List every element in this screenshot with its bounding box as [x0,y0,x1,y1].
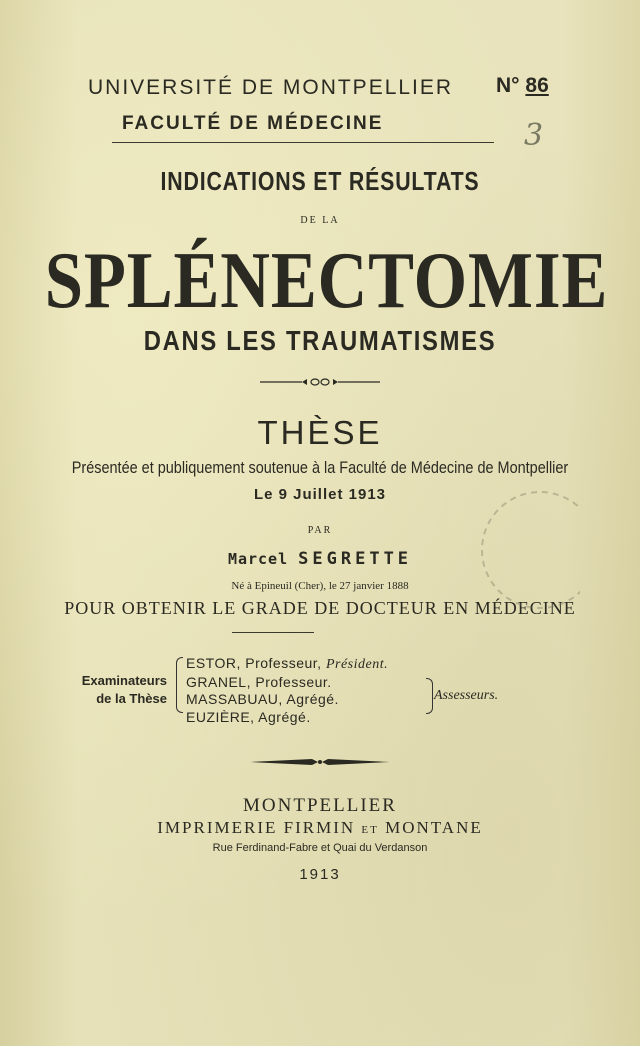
presentation-statement: Présentée et publiquement soutenue à la Faculté de Médecine de Montpellier [71,458,569,477]
assessors-brace [426,678,433,714]
printer-name [0,818,640,838]
assessors-label: Assesseurs. [434,688,499,703]
by-label: PAR [307,525,333,536]
number-label: N° [496,74,520,97]
degree-purpose: POUR OBTENIR LE GRADE DE DOCTEUR EN MÉDECINE [64,598,576,618]
main-title: SPLÉNECTOMIE [44,237,609,325]
section-divider [232,632,314,633]
examiners-label [32,672,167,708]
handwritten-mark: 3 [524,118,544,153]
ornament-rule-icon [250,756,390,768]
author-first-name: Marcel [227,550,289,568]
printer-conjunction: ET [361,824,379,836]
title-line-1: INDICATIONS ET RÉSULTATS [160,166,480,196]
printer-name-a: IMPRIMERIE FIRMIN [157,818,356,837]
university-name: UNIVERSITÉ DE MONTPELLIER [88,76,454,99]
jury-members [186,655,388,726]
ornament-divider [0,375,640,389]
author-birth: Né à Epineuil (Cher), le 27 janvier 1888 [231,580,409,592]
publication-year: 1913 [299,866,341,883]
thesis-number [496,74,549,98]
printer-name-b: MONTANE [385,818,483,837]
number-value: 86 [525,74,549,97]
jury-member: MASSABUAU, Agrégé. [186,691,339,707]
publisher-city: MONTPELLIER [243,795,397,816]
faculty-name: FACULTÉ DE MÉDECINE [122,113,384,134]
ornament-divider-2 [0,755,640,767]
jury-member: EUZIÈRE, Agrégé. [186,708,311,725]
jury-member: ESTOR, Professeur, Président. [186,655,389,672]
thesis-heading: THÈSE [257,414,383,451]
title-line-3: DANS LES TRAUMATISMES [143,325,497,356]
printer-address: Rue Ferdinand-Fabre et Quai du Verdanson [212,842,428,854]
jury-role: Président. [325,657,389,672]
examiners-label-line-2: de la Thèse [96,691,167,706]
header-divider [112,142,494,143]
examiners-label-line-1: Examinateurs [81,673,167,688]
title-connector: DE LA [300,215,340,226]
jury-brace [176,657,183,713]
jury-member: GRANEL, Professeur. [186,673,332,690]
defense-date: Le 9 Juillet 1913 [253,486,387,503]
author-last-name: SEGRETTE [298,549,413,569]
library-stamp-icon [470,470,580,630]
ornament-icon [260,375,380,389]
